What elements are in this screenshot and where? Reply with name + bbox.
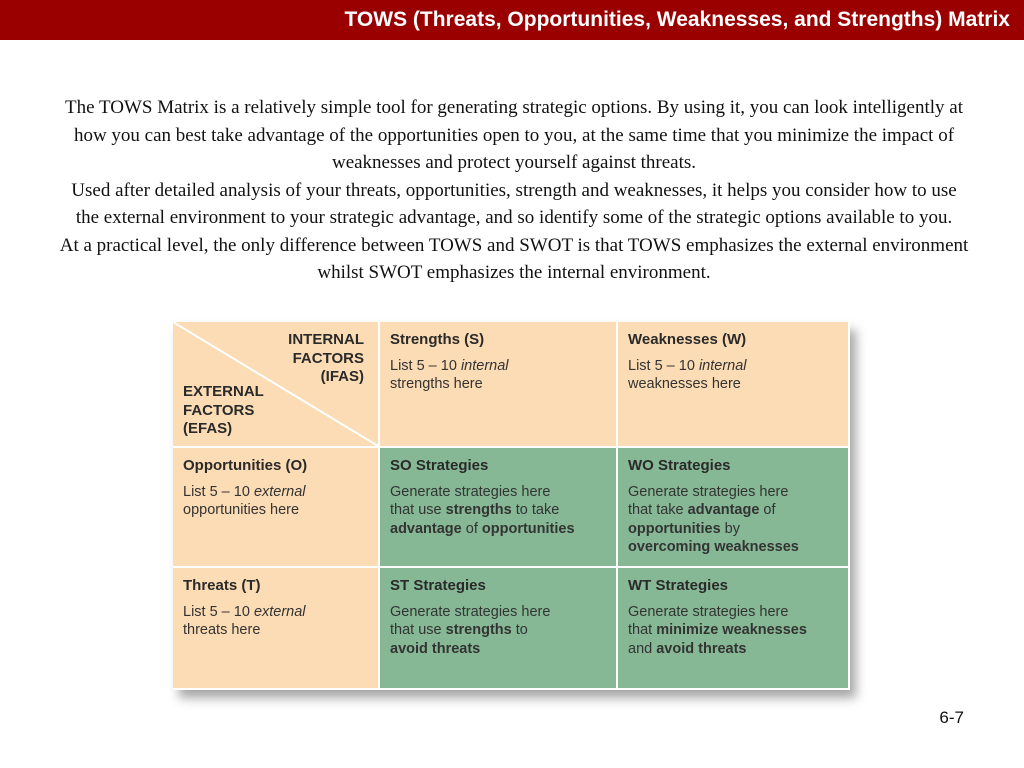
- st-line-3: avoid threats: [390, 640, 481, 657]
- wo-line-3: opportunities by: [628, 520, 740, 537]
- st-line-2: that use strengths to: [390, 622, 528, 638]
- wo-strategies-body: [628, 483, 840, 557]
- external-factors-line: FACTORS: [183, 401, 255, 419]
- intro-paragraph-2: Used after detailed analysis of your threats, opportunities, strength and weaknesses, it helps you consider how to use the external environment to your strategic advantage, and so identify some of the strategic options available to you.: [71, 179, 957, 228]
- intro-text: [58, 94, 970, 287]
- wo-line-4: overcoming weaknesses: [628, 539, 799, 555]
- wo-line-1: Generate strategies here: [628, 483, 789, 500]
- matrix-corner-cell: [173, 322, 380, 448]
- threats-cell: [173, 568, 380, 690]
- weaknesses-cell: [618, 322, 850, 448]
- external-factors-line: (EFAS): [183, 420, 233, 437]
- internal-factors-line: INTERNAL: [288, 331, 364, 348]
- wt-strategies-title: WT Strategies: [628, 577, 729, 594]
- title-bar: [0, 0, 1024, 40]
- page-number: 6-7: [939, 708, 964, 727]
- tows-matrix: [173, 322, 850, 690]
- external-factors-line: EXTERNAL: [183, 383, 264, 400]
- wt-strategies-body: [628, 603, 840, 659]
- weaknesses-body: [628, 357, 840, 394]
- intro-paragraph-3: At a practical level, the only difference between TOWS and SWOT is that TOWS emphasizes the external environment whilst SWOT emphasizes the internal environment.: [59, 234, 969, 283]
- st-strategies-body: [390, 603, 608, 659]
- wo-line-2: that take advantage of: [628, 502, 776, 518]
- weaknesses-line-2: weaknesses here: [628, 376, 741, 392]
- wt-line-1: Generate strategies here: [628, 603, 789, 620]
- external-factors-label: [183, 383, 264, 439]
- threats-line-1: List 5 – 10 external: [183, 603, 306, 620]
- strengths-cell: [380, 322, 618, 448]
- strengths-line-2: strengths here: [390, 376, 483, 392]
- internal-factors-line: FACTORS: [292, 349, 364, 367]
- so-line-3: advantage of opportunities: [390, 520, 575, 537]
- st-strategies-cell: [380, 568, 618, 690]
- threats-title: Threats (T): [183, 577, 261, 594]
- opportunities-line-2: opportunities here: [183, 502, 300, 518]
- so-strategies-body: [390, 483, 608, 539]
- strengths-line-1: List 5 – 10 internal: [390, 357, 509, 374]
- st-strategies-title: ST Strategies: [390, 577, 486, 594]
- opportunities-line-1: List 5 – 10 external: [183, 483, 306, 500]
- strengths-title: Strengths (S): [390, 331, 485, 348]
- threats-body: [183, 603, 370, 640]
- opportunities-title: Opportunities (O): [183, 457, 308, 474]
- wt-line-3: and avoid threats: [628, 640, 747, 657]
- wo-strategies-title: WO Strategies: [628, 457, 731, 474]
- so-strategies-cell: [380, 448, 618, 568]
- weaknesses-title: Weaknesses (W): [628, 331, 747, 348]
- opportunities-cell: [173, 448, 380, 568]
- so-strategies-title: SO Strategies: [390, 457, 489, 474]
- weaknesses-line-1: List 5 – 10 internal: [628, 357, 747, 374]
- threats-line-2: threats here: [183, 622, 261, 638]
- slide-title: TOWS (Threats, Opportunities, Weaknesses, and Strengths) Matrix: [344, 8, 1010, 31]
- so-line-2: that use strengths to take: [390, 502, 560, 518]
- so-line-1: Generate strategies here: [390, 483, 551, 500]
- intro-paragraph-1: The TOWS Matrix is a relatively simple tool for generating strategic options. By using it, you can look intelligently at how you can best take advantage of the opportunities open to you, at the same time that you minimize the impact of weaknesses and protect yourself against threats.: [65, 97, 963, 173]
- wo-strategies-cell: [618, 448, 850, 568]
- internal-factors-label: [288, 331, 364, 387]
- wt-line-2: that minimize weaknesses: [628, 622, 807, 638]
- opportunities-body: [183, 483, 370, 520]
- wt-strategies-cell: [618, 568, 850, 690]
- internal-factors-line: (IFAS): [320, 368, 364, 385]
- strengths-body: [390, 357, 608, 394]
- st-line-1: Generate strategies here: [390, 603, 551, 620]
